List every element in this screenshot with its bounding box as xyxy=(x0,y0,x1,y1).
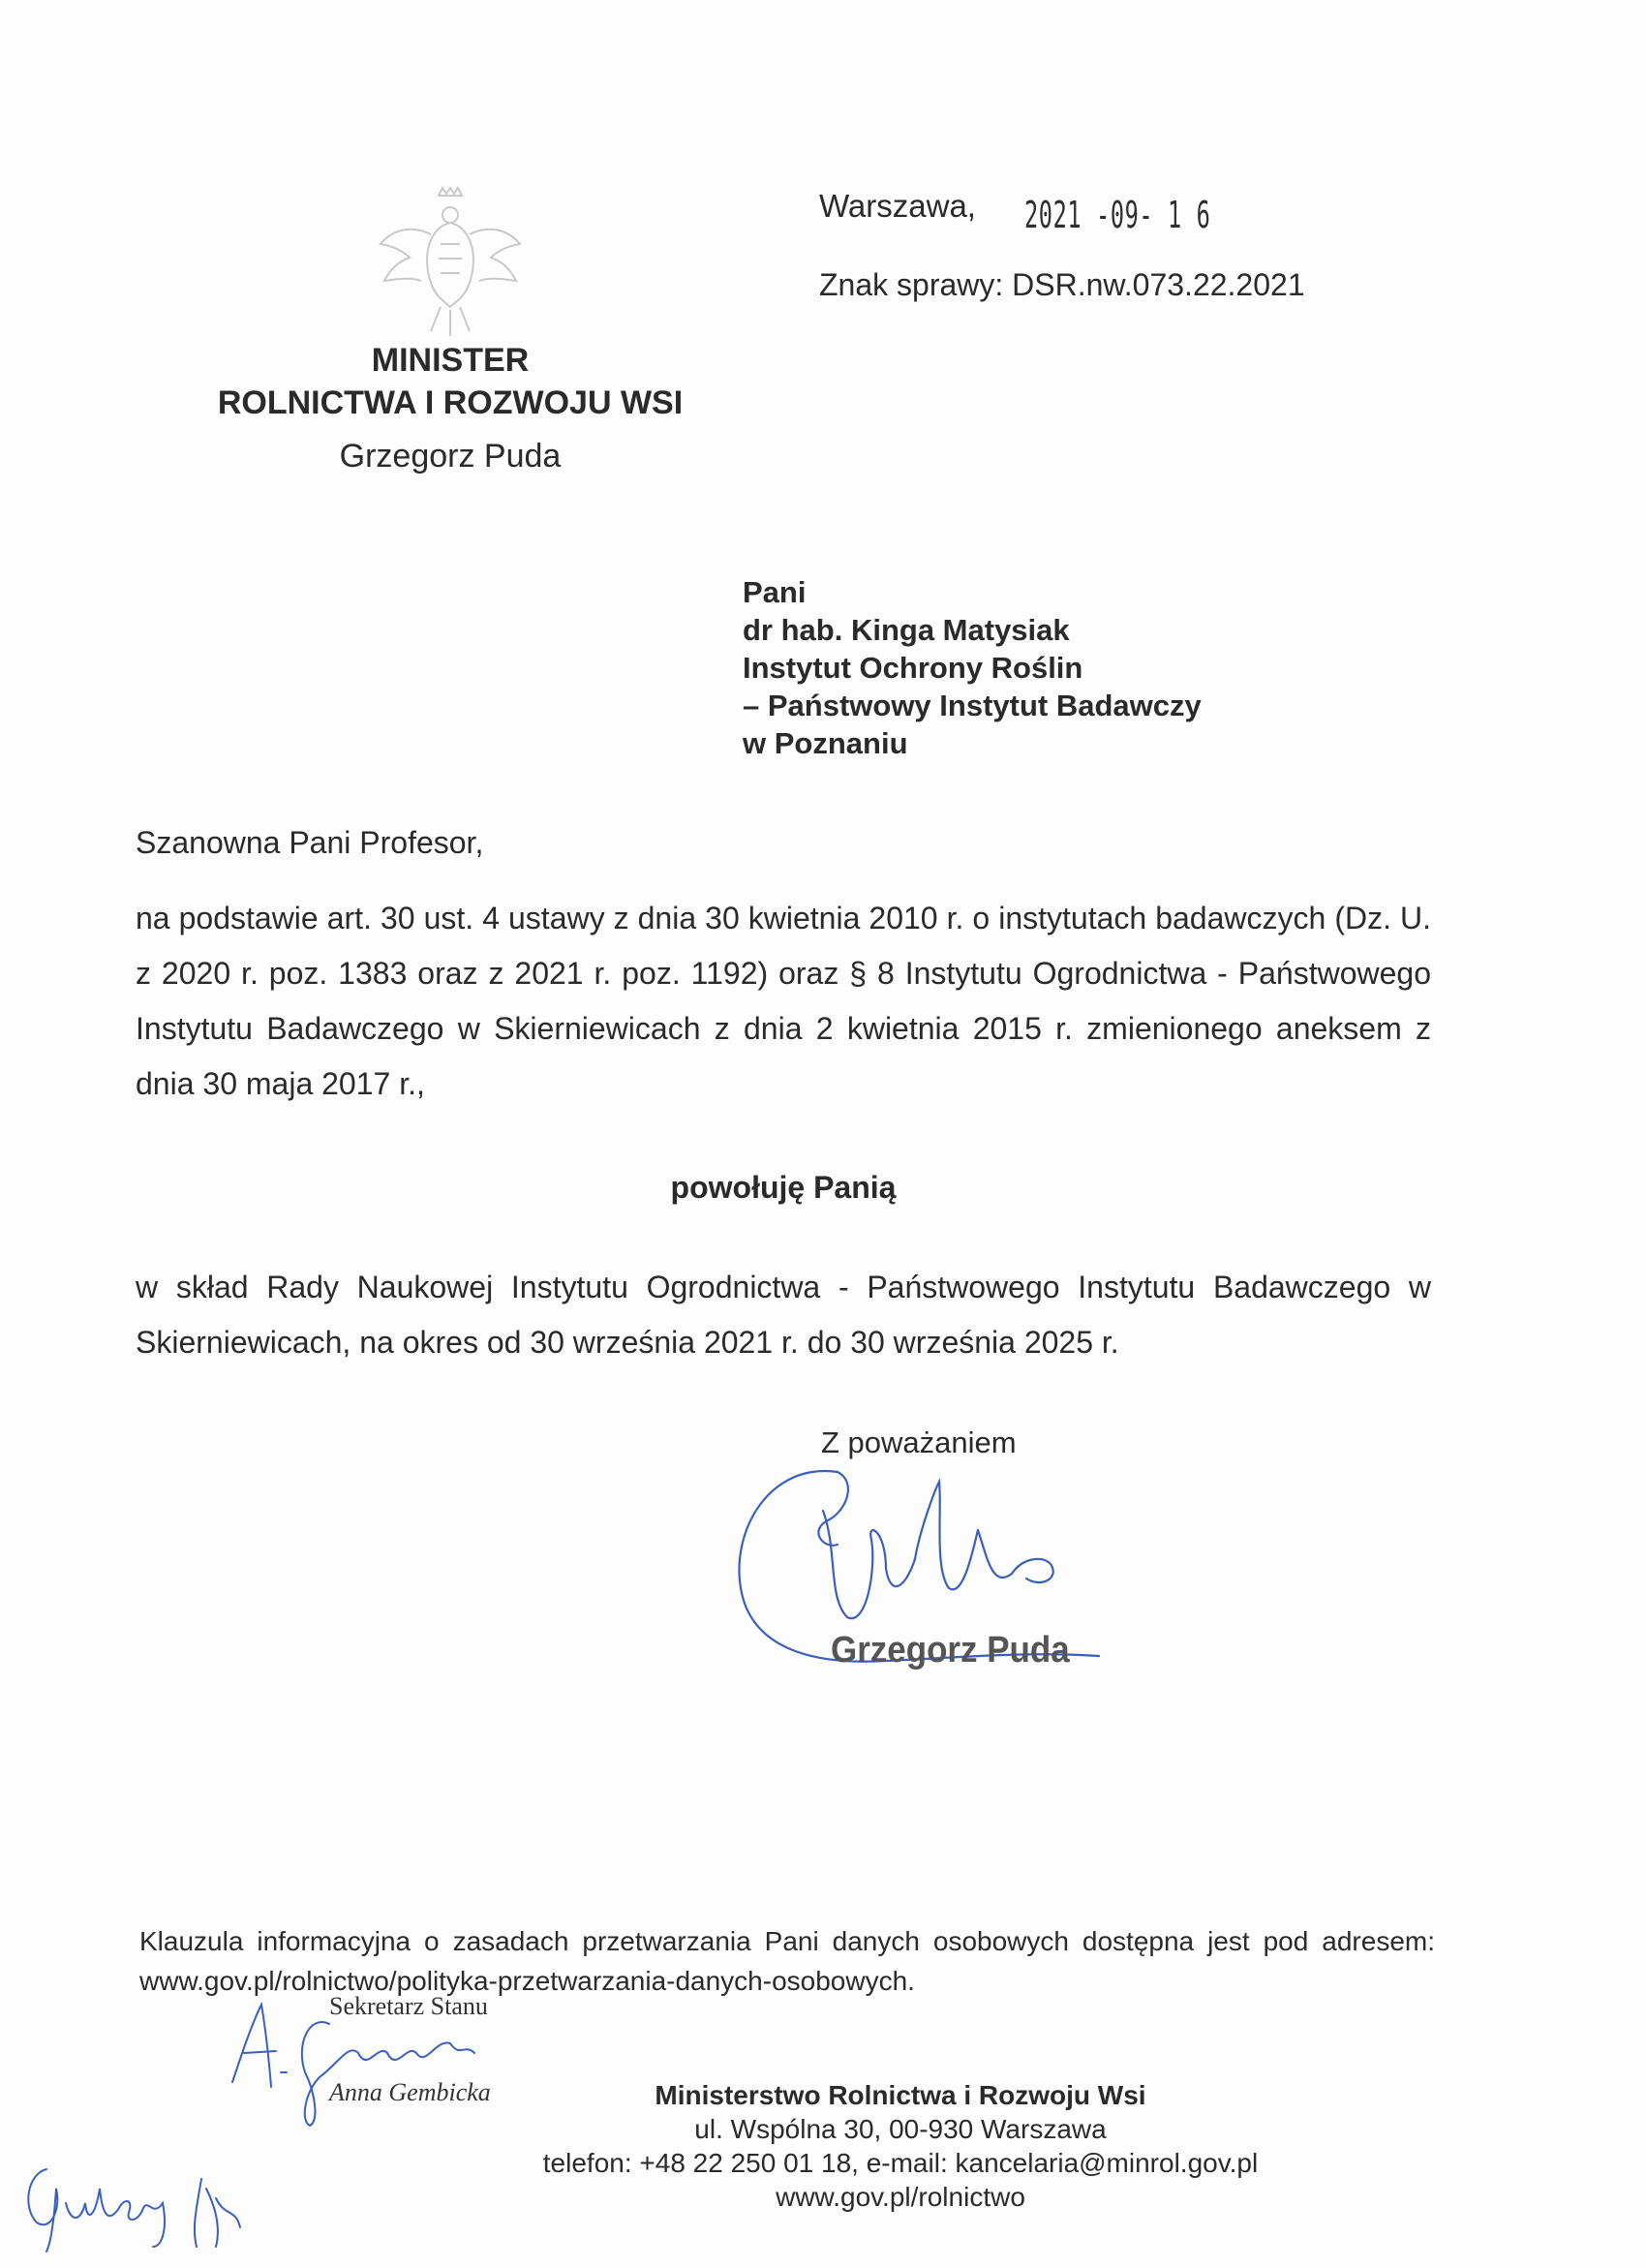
secretary-role: Sekretarz Stanu xyxy=(329,1992,488,2020)
recipient-address xyxy=(743,573,1202,762)
margin-handwritten-note xyxy=(17,2150,269,2256)
recipient-line: Instytut Ochrony Roślin xyxy=(743,651,1083,685)
minister-title-line2: ROLNICTWA I ROZWOJU WSI xyxy=(217,384,684,421)
case-reference: Znak sprawy: DSR.nw.073.22.2021 xyxy=(819,267,1305,302)
body-paragraph-appointment: w skład Rady Naukowej Instytutu Ogrodnictwa - Państwowego Instytutu Badawczego w Skierniewicach, na okres od 30 września 2021 r. do 30 września 2025 r. xyxy=(136,1270,1431,1360)
body-paragraph-legal-basis: na podstawie art. 30 ust. 4 ustawy z dnia 30 kwietnia 2010 r. o instytutach badawczych (Dz. U. z 2020 r. poz. 1383 oraz z 2021 r. poz. 1192) oraz § 8 Instytutu Ogrodnictwa - Państwowego Instytutu Badawczego w Skierniewicach z dnia 2 kwietnia 2015 r. zmienionego aneksem z dnia 30 maja 2017 r., xyxy=(136,901,1431,1101)
recipient-line: Pani xyxy=(743,575,807,609)
secretary-name: Anna Gembicka xyxy=(329,2078,491,2106)
footer-address: ul. Wspólna 30, 00-930 Warszawa xyxy=(694,2114,1107,2144)
date-stamp: 2021 -09- 1 6 xyxy=(1024,194,1211,236)
recipient-line: – Państwowy Instytut Badawczy xyxy=(743,689,1202,722)
closing: Z poważaniem xyxy=(821,1425,1017,1459)
recipient-line: w Poznaniu xyxy=(743,726,908,760)
footer-contact-line: telefon: +48 22 250 01 18, e-mail: kancelaria@minrol.gov.pl xyxy=(542,2148,1259,2178)
minister-title xyxy=(126,339,775,424)
place-label: Warszawa, xyxy=(819,188,976,224)
signer-name: Grzegorz Puda xyxy=(831,1630,1070,1670)
footer-contact xyxy=(290,2078,1510,2214)
salutation: Szanowna Pani Profesor, xyxy=(136,825,484,860)
appointment-heading: powołuję Panią xyxy=(670,1170,897,1205)
information-clause: Klauzula informacyjna o zasadach przetwarzania Pani danych osobowych dostępna jest pod adresem: www.gov.pl/rolnictwo/polityka-przetwarzania-danych-osobowych. xyxy=(139,1926,1435,1996)
minister-title-line1: MINISTER xyxy=(371,342,530,379)
recipient-line: dr hab. Kinga Matysiak xyxy=(743,613,1070,647)
footer-organization: Ministerstwo Rolnictwa i Rozwoju Wsi xyxy=(655,2080,1146,2110)
footer-website: www.gov.pl/rolnictwo xyxy=(776,2182,1025,2212)
polish-eagle-emblem-icon xyxy=(373,186,528,341)
minister-name: Grzegorz Puda xyxy=(339,438,562,475)
